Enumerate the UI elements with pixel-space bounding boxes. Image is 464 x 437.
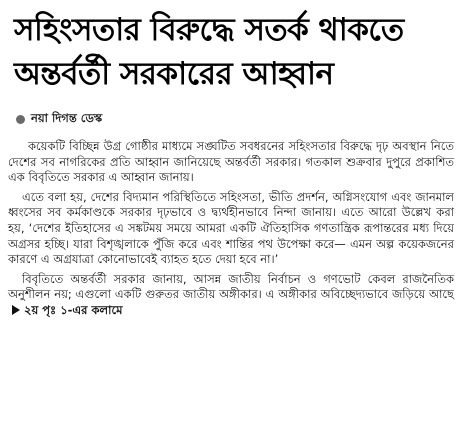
bullet-icon (16, 115, 25, 124)
headline-line-2: অন্তর্বর্তী সরকারের আহ্বান (14, 56, 334, 92)
article-headline (14, 8, 458, 96)
article-paragraph-3 (8, 272, 454, 319)
byline (16, 110, 458, 129)
continuation-text: ২য় পৃঃ ১-এর কলামে (24, 302, 123, 317)
headline-line-1: সহিংসতার বিরুদ্ধে সতর্ক থাকতে (14, 12, 404, 48)
article-paragraph-2: এতে বলা হয়, দেশের বিদ্যমান পরিস্থিতিতে সহিংসতা, ভীতি প্রদর্শন, অগ্নিসংযোগ এবং জানমাল ধ্বংসের সব কর্মকাণ্ডকে সরকার দৃঢ়ভাবে ও দ্ব্যর্থহীনভাবে নিন্দা জানায়। এতে আরো উল্লেখ করা হয়, ‘দেশের ইতিহাসের এ সঙ্কটময় সময়ে আমরা একটি ঐতিহাসিক গণতান্ত্রিক রূপান্তরের মধ্য দিয়ে অগ্রসর হচ্ছি। যারা বিশৃঙ্খলাকে পুঁজি করে এবং শান্তির পথ উপেক্ষা করে— এমন অল্প কয়েকজনের কারণে এ অগ্রযাত্রা কোনোভাবেই ব্যাহত হতে দেয়া হবে না।’ (8, 189, 454, 267)
continuation-link[interactable] (8, 303, 122, 317)
article-paragraph-3-text: বিবৃতিতে অন্তর্বর্তী সরকার জানায়, আসন্ন জাতীয় নির্বাচন ও গণভোট কেবল রাজনৈতিক অনুশীলন নয়; এগুলো একটি গুরুতর জাতীয় অঙ্গীকার। এ অঙ্গীকার অবিচ্ছেদ্যভাবে জড়িয়ে আছে (8, 271, 454, 302)
article-paragraph-1: কয়েকটি বিচ্ছিন্ন উগ্র গোষ্ঠীর মাধ্যমে সঙ্ঘটিত সবধরনের সহিংসতার বিরুদ্ধে দৃঢ় অবস্থান নিতে দেশের সব নাগরিকের প্রতি আহ্বান জানিয়েছে অন্তর্বর্তী সরকার। গতকাল শুক্রবার দুপুরে প্রকাশিত এক বিবৃতিতে সরকার এ আহ্বান জানায়। (8, 139, 454, 185)
byline-text: নয়া দিগন্ত ডেস্ক (31, 111, 103, 125)
arrow-right-icon (12, 305, 20, 315)
article-body (8, 139, 454, 319)
